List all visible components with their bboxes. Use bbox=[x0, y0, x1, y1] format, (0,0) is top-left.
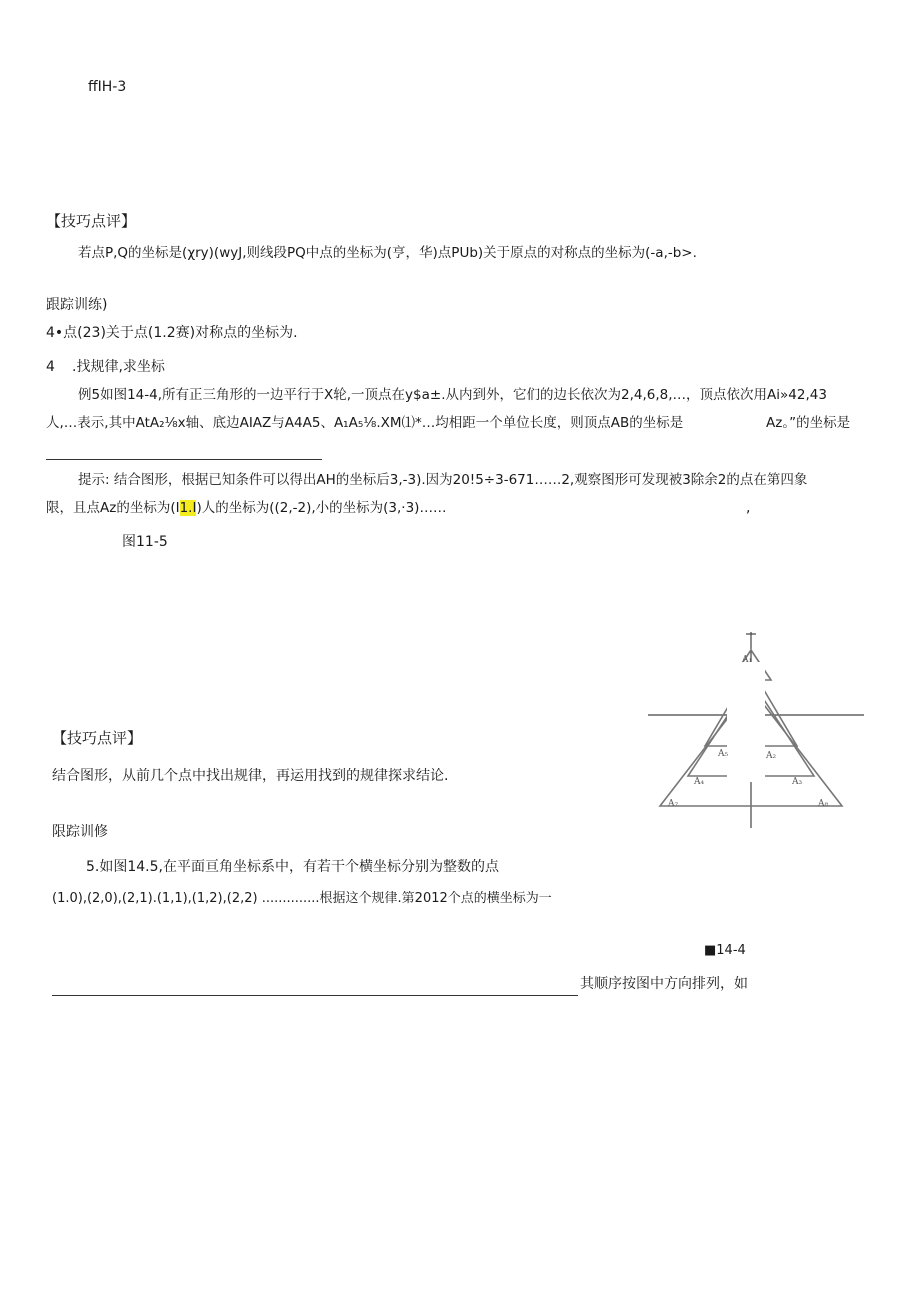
tracking-heading-1: 跟踪训练) bbox=[46, 297, 108, 313]
hint-line-2-start: 限，且点Az的坐标为(I bbox=[46, 500, 180, 516]
triangles-figure bbox=[648, 630, 864, 830]
part-title: .找规律,求坐标 bbox=[72, 359, 165, 375]
label-a4: A₄ bbox=[694, 777, 705, 787]
hint-line-1: 提示: 结合图形，根据已知条件可以得出AH的坐标后3,-3).因为20!5÷3-671……2,观察图形可发现被3除余2的点在第四象 bbox=[78, 472, 808, 488]
figure-caption-11-5: 图11-5 bbox=[122, 534, 168, 550]
label-a8: A₈ bbox=[818, 799, 829, 809]
tracking-heading-2: 限踪训修 bbox=[52, 824, 108, 840]
ordering-text: 其顺序按图中方向排列，如 bbox=[580, 976, 748, 992]
figure-label-14-4: ■14-4 bbox=[704, 943, 746, 958]
hint-line-2-end: )人的坐标为((2,-2),小的坐标为(3,·3)…… bbox=[196, 500, 447, 516]
tips-text-1: 若点P,Q的坐标是(χry)(wyJ,则线段PQ中点的坐标为(亨，华)点PUb)关于原点的对称点的坐标为(-a,-b>. bbox=[78, 245, 697, 261]
label-a1: A₁ bbox=[742, 655, 753, 665]
label-a7: A₇ bbox=[668, 799, 679, 809]
label-a5: A₅ bbox=[718, 749, 729, 759]
example-line-1: 例5如图14-4,所有正三角形的一边平行于X轮,一顶点在y$a±.从内到外，它们的边长依次为2,4,6,8,…，顶点依次用Ai»42,43 bbox=[78, 387, 827, 403]
hint-highlight: 1.I bbox=[179, 500, 197, 516]
header-code: ffIH-3 bbox=[88, 79, 127, 95]
label-a2: A₂ bbox=[766, 751, 777, 761]
hint-line-2 bbox=[46, 498, 446, 518]
section-heading-tips-1: 【技巧点评】 bbox=[46, 212, 137, 230]
tracking-item-5: 5.如图14.5,在平面亘角坐标系中，有若干个横坐标分别为整数的点 bbox=[86, 859, 499, 875]
hint-trailing-comma: , bbox=[746, 500, 751, 516]
tips-text-2: 结合图形，从前几个点中找出规律，再运用找到的规律探求结论. bbox=[52, 768, 449, 784]
tracking-item-4: 4•点(23)关于点(1.2赛)对称点的坐标为. bbox=[46, 325, 298, 341]
points-sequence: (1.0),(2,0),(2,1).(1,1),(1,2),(2,2) ..............根据这个规律.第2012个点的横坐标为一 bbox=[52, 891, 552, 906]
example-line-2: 人,…表示,其中AtA₂⅛x轴、底边AIAZ与A4A5、A₁A₅⅛.XM⑴*…均相距一个单位长度，则顶点AB的坐标是 bbox=[46, 415, 684, 431]
section-heading-tips-2: 【技巧点评】 bbox=[52, 729, 143, 747]
answer-blank-line-2 bbox=[52, 995, 578, 996]
answer-blank-line-1 bbox=[46, 459, 322, 460]
label-a3: A₃ bbox=[792, 777, 803, 787]
figure-white-mask bbox=[727, 662, 765, 782]
part-number: 4 bbox=[46, 359, 55, 375]
example-az-text: Az。”的坐标是 bbox=[766, 415, 851, 431]
